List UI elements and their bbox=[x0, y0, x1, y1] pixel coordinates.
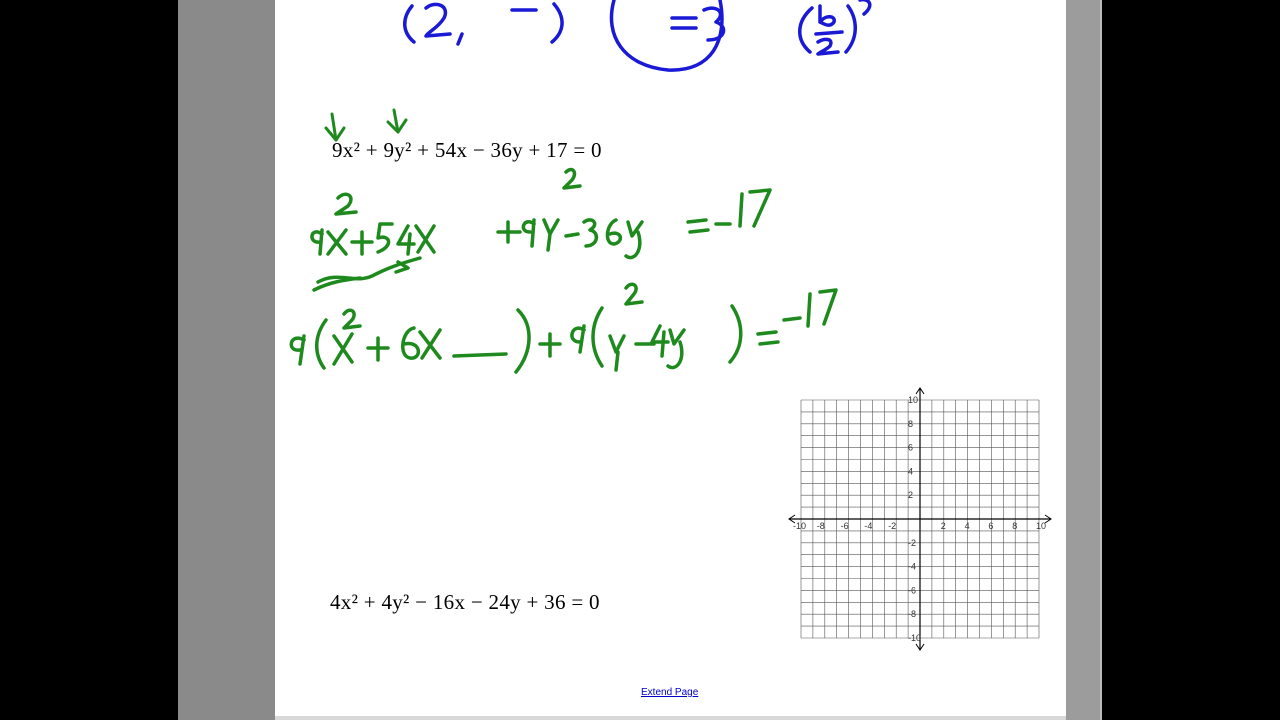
extend-page-link[interactable]: Extend Page bbox=[641, 687, 699, 698]
y-tick-label: 10 bbox=[908, 395, 919, 405]
x-tick-label: 2 bbox=[940, 521, 946, 531]
page-bottom-edge bbox=[275, 716, 1066, 720]
y-tick-label: -4 bbox=[908, 561, 917, 572]
x-tick-label: -6 bbox=[840, 521, 849, 531]
y-tick-label: -2 bbox=[908, 537, 917, 548]
x-tick-label: 4 bbox=[964, 521, 970, 531]
right-divider bbox=[1100, 0, 1102, 720]
y-tick-label: 2 bbox=[908, 490, 914, 501]
x-tick-label: 8 bbox=[1012, 521, 1018, 531]
y-tick-label: 4 bbox=[908, 466, 914, 477]
y-tick-label: 8 bbox=[908, 418, 914, 429]
x-tick-label: -4 bbox=[864, 521, 873, 531]
y-tick-label: -10 bbox=[908, 633, 922, 643]
coordinate-grid[interactable] bbox=[780, 382, 1060, 662]
x-tick-label: -8 bbox=[816, 521, 825, 531]
y-tick-label: 6 bbox=[908, 442, 914, 453]
grid-axes bbox=[789, 388, 1051, 650]
x-tick-label: -2 bbox=[888, 521, 897, 531]
equation-1: 9x² + 9y² + 54x − 36y + 17 = 0 bbox=[332, 138, 602, 162]
x-tick-label: 10 bbox=[1036, 521, 1047, 531]
y-tick-label: -6 bbox=[908, 585, 917, 596]
x-tick-label: 6 bbox=[988, 521, 994, 531]
right-scroll-area[interactable] bbox=[1066, 0, 1101, 720]
equation-2: 4x² + 4y² − 16x − 24y + 36 = 0 bbox=[330, 590, 600, 614]
y-tick-label: -8 bbox=[908, 609, 917, 620]
x-tick-label: -10 bbox=[793, 521, 807, 531]
